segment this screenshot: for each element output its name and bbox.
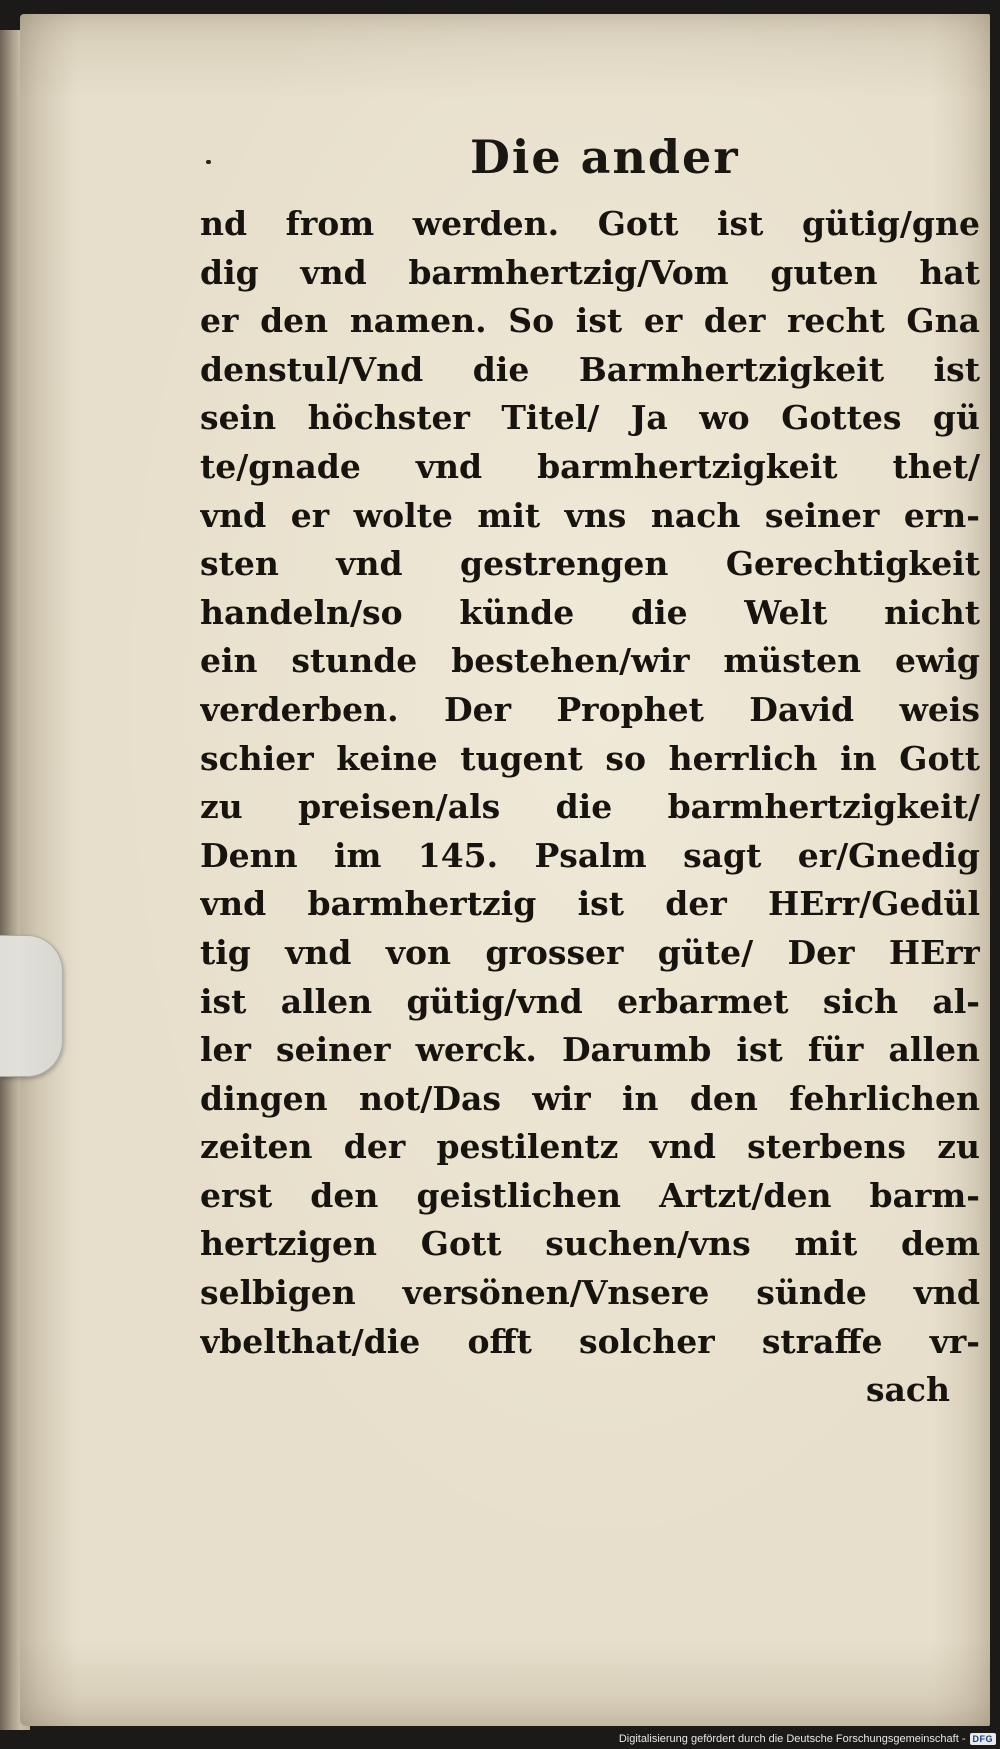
margin-mark: [206, 160, 211, 164]
text-line: Denn im 145. Psalm sagt er/Gnedig: [200, 835, 980, 875]
text-line: dig vnd barmhertzig/Vom guten hat: [200, 252, 980, 292]
text-line: te/gnade vnd barmhertzigkeit thet/: [200, 446, 980, 486]
text-line: selbigen versönen/Vnsere sünde vnd: [200, 1273, 980, 1313]
text-line: tig vnd von grosser güte/ Der HErr: [200, 932, 980, 972]
text-line: ist allen gütig/vnd erbarmet sich al-: [200, 981, 980, 1021]
text-line: sein höchster Titel/ Ja wo Gottes gü: [200, 398, 980, 438]
text-line: zeiten der pestilentz vnd sterbens zu: [200, 1127, 980, 1167]
body-text: [200, 200, 980, 1415]
text-line: schier keine tugent so herrlich in Gott: [200, 738, 980, 778]
text-line: handeln/so künde die Welt nicht: [200, 592, 980, 632]
page-holder-clip: [0, 935, 63, 1077]
dfg-logo-icon: DFG: [970, 1733, 997, 1745]
text-line: dingen not/Das wir in den fehrlichen: [200, 1078, 980, 1118]
catchword: sach: [865, 1370, 950, 1410]
text-line: verderben. Der Prophet David weis: [200, 689, 980, 729]
text-line: nd from werden. Gott ist gütig/gne: [200, 204, 980, 243]
footer-credit: Digitalisierung gefördert durch die Deutsche Forschungsgemeinschaft -: [618, 1733, 966, 1745]
text-line: vnd er wolte mit vns nach seiner ern-: [200, 495, 980, 535]
page-heading: Die ander: [470, 130, 740, 184]
text-line: vbelthat/die offt solcher straffe vr-: [200, 1321, 980, 1361]
text-line: sten vnd gestrengen Gerechtigkeit: [200, 544, 980, 584]
digitization-footer: [619, 1731, 996, 1747]
text-line: er den namen. So ist er der recht Gna: [200, 301, 980, 341]
text-line: vnd barmhertzig ist der HErr/Gedül: [200, 884, 980, 924]
text-line: zu preisen/als die barmhertzigkeit/: [200, 787, 980, 827]
text-line: erst den geistlichen Artzt/den barm-: [200, 1175, 980, 1215]
text-line: ler seiner werck. Darumb ist für allen: [200, 1030, 980, 1070]
text-line: hertzigen Gott suchen/vns mit dem: [200, 1224, 980, 1264]
text-line: ein stunde bestehen/wir müsten ewig: [200, 641, 980, 681]
text-line: denstul/Vnd die Barmhertzigkeit ist: [200, 349, 980, 389]
